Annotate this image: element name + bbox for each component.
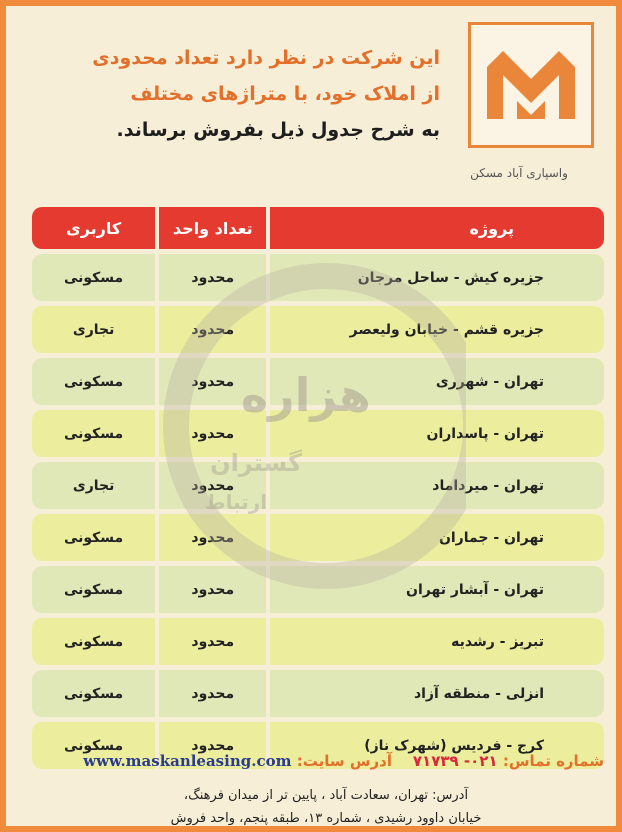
row-usage: مسکونی [32,514,155,561]
row-project: کرج - فردیس (شهرک ناز) [266,722,604,769]
address-line-1: آدرس: تهران، سعادت آباد ، پایین تر از میدان فرهنگ، [183,788,469,803]
row-usage: مسکونی [32,410,155,457]
row-quantity: محدود [155,254,266,301]
header-project: پروژه [266,207,604,249]
table-row [32,618,604,665]
row-quantity: محدود [155,670,266,717]
m-logo-icon [483,43,579,123]
table-row [32,670,604,717]
row-project: تهران - جماران [266,514,604,561]
header-usage: کاربری [32,207,155,249]
row-quantity: محدود [155,306,266,353]
table-header-row [32,207,604,249]
row-project: تهران - میرداماد [266,462,604,509]
row-quantity: محدود [155,462,266,509]
row-project: تهران - شهرری [266,358,604,405]
row-usage: مسکونی [32,566,155,613]
row-project: تبریز - رشدیه [266,618,604,665]
watermark-text-main: هزاره [241,368,371,422]
header-quantity: تعداد واحد [155,207,266,249]
row-usage: مسکونی [32,254,155,301]
table-row [32,410,604,457]
table-row [32,566,604,613]
row-project: جزیره قشم - خیابان ولیعصر [266,306,604,353]
row-quantity: محدود [155,722,266,769]
watermark-text-sub: گستران [210,449,302,477]
table-row [32,358,604,405]
company-logo [468,22,594,148]
ad-header [6,6,616,202]
row-quantity: محدود [155,514,266,561]
row-project: تهران - پاسداران [266,410,604,457]
row-usage: مسکونی [32,618,155,665]
table-row [32,306,604,353]
intro-line-1: این شرکت در نظر دارد تعداد محدودی [92,47,440,69]
website-link[interactable]: www.maskanleasing.com [83,752,292,770]
row-quantity: محدود [155,410,266,457]
row-usage: تجاری [32,306,155,353]
row-project: تهران - آبشار تهران [266,566,604,613]
intro-line-3: به شرح جدول ذیل بفروش برساند. [116,119,440,141]
site-label: آدرس سایت: [296,752,392,770]
phone-number[interactable]: ۰۲۱- ۷۱۷۳۹ [412,752,498,770]
row-quantity: محدود [155,358,266,405]
watermark-text-sub2: ارتباط [204,490,268,514]
row-usage: مسکونی [32,670,155,717]
row-quantity: محدود [155,566,266,613]
table-row [32,514,604,561]
phone-label: شماره تماس: [502,752,604,770]
intro-text [30,40,440,148]
row-project: جزیره کیش - ساحل مرجان [266,254,604,301]
row-usage: تجاری [32,462,155,509]
intro-line-2: از املاک خود، با متراژهای مختلف [130,83,440,105]
brand-name: واسپاری آباد مسکن [470,166,568,180]
projects-table [32,202,604,774]
row-usage: مسکونی [32,358,155,405]
row-quantity: محدود [155,618,266,665]
table-row [32,254,604,301]
row-usage: مسکونی [32,722,155,769]
row-project: انزلی - منطقه آزاد [266,670,604,717]
address-block [46,784,606,830]
table-row [32,462,604,509]
address-line-2: خیابان داوود رشیدی ، شماره ۱۳، طبقه پنجم، واحد فروش [170,811,482,826]
contact-line [36,752,604,770]
